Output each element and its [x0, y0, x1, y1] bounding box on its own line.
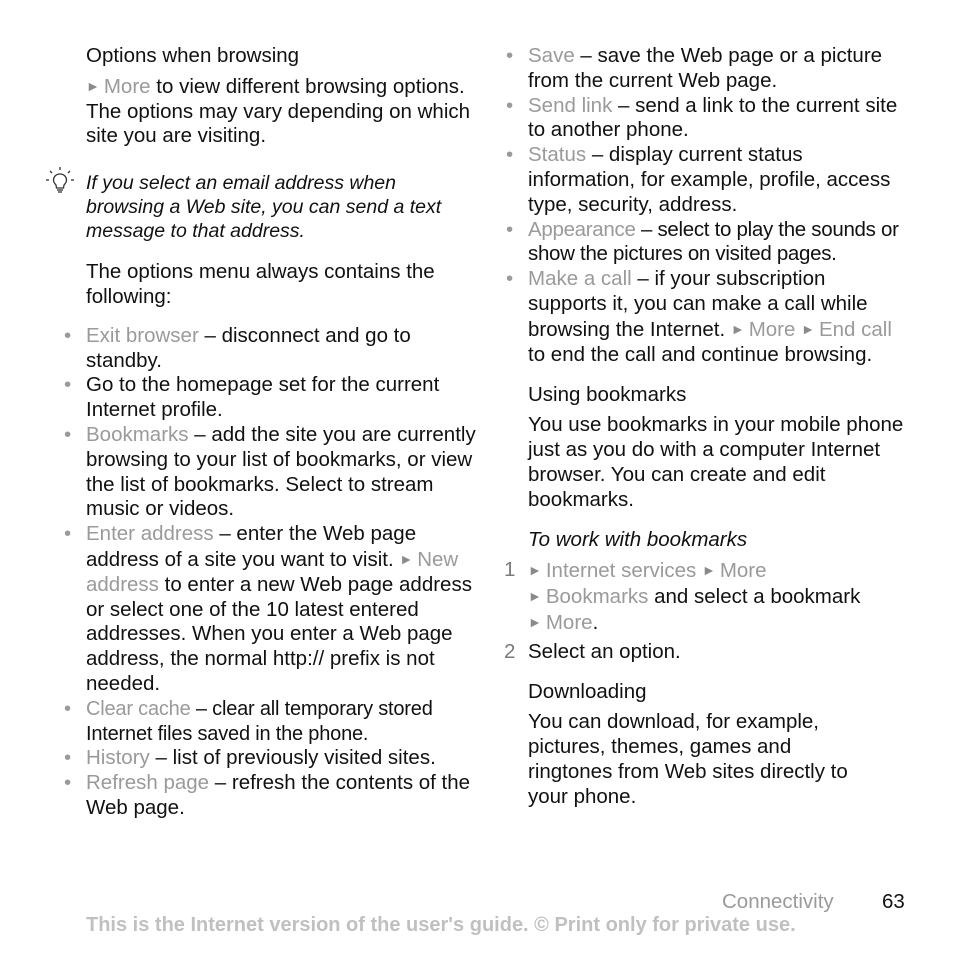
- section-heading-options: Options when browsing: [86, 44, 300, 67]
- arrow-icon: ►: [730, 320, 745, 337]
- more-link[interactable]: More: [719, 559, 767, 583]
- left-column: [64, 44, 478, 821]
- save-link[interactable]: Save: [528, 44, 575, 67]
- list-item: • Bookmarks – add the site you are currently browsing to your list of bookmarks, or view the list of bookmarks. Select to stream music or videos.: [64, 422, 476, 521]
- bookmarks-link[interactable]: Bookmarks: [545, 584, 649, 608]
- arrow-icon: ►: [86, 77, 100, 94]
- arrow-icon: ►: [801, 320, 815, 337]
- footer-section-name: Connectivity: [722, 890, 834, 913]
- section-heading-bookmarks: Using bookmarks: [528, 383, 687, 407]
- list-item: • Enter address – enter the Web page address of a site you want to visit. ► New address to enter a new Web page address or select one of the 10 latest entered addresses. When you enter a Web page address, the normal http:// prefix is not needed.: [64, 522, 472, 695]
- exit-browser-link[interactable]: Exit browser: [86, 323, 199, 347]
- bookmarks-paragraph: You use bookmarks in your mobile phone just as you do with a computer Internet browser. You can create and edit bookmarks.: [528, 413, 904, 511]
- new-address-link[interactable]: New address: [86, 547, 459, 596]
- menu-intro: The options menu always contains the following:: [86, 260, 435, 308]
- more-link[interactable]: More: [103, 74, 151, 98]
- history-link[interactable]: History: [86, 746, 150, 770]
- appearance-link[interactable]: Appearance: [528, 217, 636, 241]
- arrow-icon: ►: [701, 562, 716, 579]
- downloading-paragraph: You can download, for example, pictures, themes, games and ringtones from Web sites directly to your phone.: [528, 710, 848, 808]
- subheading-work-bookmarks: To work with bookmarks: [528, 528, 748, 552]
- list-item: • History – list of previously visited sites.: [64, 746, 436, 770]
- step-item: 1 ► Internet services ► More ► Bookmarks and select a bookmark ► More.: [504, 558, 861, 634]
- arrow-icon: ►: [528, 613, 542, 630]
- make-a-call-link[interactable]: Make a call: [528, 267, 632, 291]
- list-item: • Status – display current status information, for example, profile, access type, security, address.: [506, 143, 891, 216]
- list-item: • Clear cache – clear all temporary stored Internet files saved in the phone.: [64, 697, 433, 745]
- footer-disclaimer: This is the Internet version of the user's guide. © Print only for private use.: [86, 914, 796, 936]
- tip-text: If you select an email address when browsing a Web site, you can send a text message to that address.: [86, 172, 442, 243]
- list-item: • Save – save the Web page or a picture from the current Web page.: [506, 44, 883, 92]
- steps-list: [504, 558, 908, 664]
- list-item: • Go to the homepage set for the current Internet profile.: [64, 373, 440, 422]
- arrow-icon: ►: [399, 550, 414, 567]
- more-link[interactable]: More: [545, 610, 593, 634]
- arrow-icon: ►: [528, 587, 542, 604]
- intro-paragraph: [86, 74, 478, 149]
- internet-services-link[interactable]: Internet services: [545, 559, 697, 583]
- intro-text: to view different browsing options. The options may vary depending on which site you are visiting.: [86, 74, 471, 148]
- list-item: • Send link – send a link to the current site to another phone.: [506, 93, 898, 142]
- lightbulb-icon: [44, 165, 76, 197]
- enter-address-link[interactable]: Enter address: [86, 522, 214, 546]
- end-call-link[interactable]: End call: [818, 317, 892, 341]
- tip-note: [86, 171, 478, 243]
- status-link[interactable]: Status: [528, 143, 587, 167]
- list-item: • Appearance – select to play the sounds or show the pictures on visited pages.: [506, 217, 899, 266]
- step-item: 2 Select an option.: [504, 639, 681, 663]
- refresh-page-link[interactable]: Refresh page: [86, 771, 210, 795]
- list-item: • Refresh page – refresh the contents of the Web page.: [64, 771, 471, 819]
- page-number: 63: [882, 890, 905, 913]
- list-item: • Make a call – if your subscription supports it, you can make a call while browsing the Internet. ► More ► End call to end the call and continue browsing.: [506, 267, 892, 366]
- more-link[interactable]: More: [748, 317, 796, 341]
- options-list-continued: [506, 44, 908, 367]
- bookmarks-link[interactable]: Bookmarks: [86, 422, 189, 446]
- right-column: [504, 44, 908, 809]
- send-link-link[interactable]: Send link: [528, 93, 613, 117]
- section-heading-downloading: Downloading: [528, 680, 647, 704]
- clear-cache-link[interactable]: Clear cache: [86, 697, 191, 720]
- arrow-icon: ►: [528, 562, 542, 579]
- list-item: • Exit browser – disconnect and go to standby.: [64, 323, 411, 372]
- options-list: [64, 323, 478, 821]
